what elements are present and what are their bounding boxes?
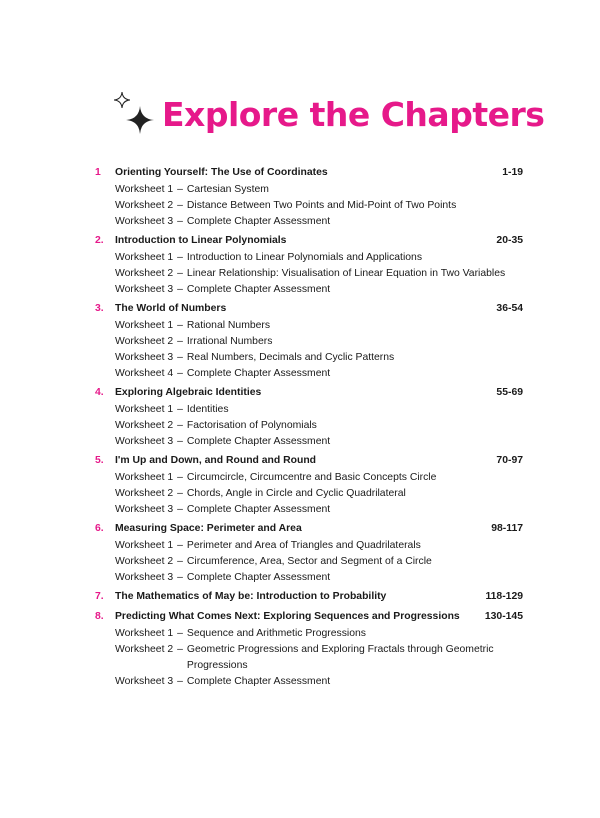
worksheet-title: Complete Chapter Assessment [186,504,331,515]
dash-separator: – [177,268,183,279]
worksheet-label: Worksheet 1 [115,472,174,483]
chapter-number: 3. [95,303,104,314]
chapter-number: 2. [95,235,104,246]
worksheet-title: Distance Between Two Points and Mid-Point of Two Points [186,200,457,211]
dash-separator: – [177,676,183,687]
worksheet-item [95,486,523,502]
worksheet-item [95,250,523,266]
worksheet-title: Complete Chapter Assessment [186,368,331,379]
worksheet-label: Worksheet 2 [115,488,174,499]
chapter-title: Measuring Space: Perimeter and Area [115,523,302,534]
worksheet-label: Worksheet 3 [115,284,174,295]
chapter-title: Introduction to Linear Polynomials [115,235,287,246]
worksheet-label: Worksheet 2 [115,420,174,431]
dash-separator: – [177,216,183,227]
worksheet-item [95,642,523,674]
dash-separator: – [177,200,183,211]
worksheet-item [95,554,523,570]
dash-separator: – [177,320,183,331]
spacer [95,690,523,693]
worksheet-item [95,214,523,230]
worksheet-item [95,334,523,350]
worksheet-title: Sequence and Arithmetic Progressions [186,628,366,639]
worksheet-title: Cartesian System [186,184,269,195]
dash-separator: – [177,436,183,447]
worksheet-title: Factorisation of Polynomials [186,420,317,431]
worksheet-label: Worksheet 4 [115,368,174,379]
dash-separator: – [177,184,183,195]
worksheet-title: Geometric Progressions and Exploring Fractals through Geometric Progressions [186,644,494,671]
worksheet-item [95,182,523,198]
worksheet-item [95,198,523,214]
chapter-number: 4. [95,387,104,398]
chapter-entry [95,301,523,385]
worksheet-label: Worksheet 3 [115,436,174,447]
chapter-title: The World of Numbers [115,303,227,314]
dash-separator: – [177,284,183,295]
worksheet-item [95,418,523,434]
chapter-title: Exploring Algebraic Identities [115,387,262,398]
chapter-number: 8. [95,611,104,622]
worksheet-title: Introduction to Linear Polynomials and Applications [186,252,423,263]
chapter-number: 7. [95,591,104,602]
chapter-number: 1 [95,167,101,178]
chapter-entry [95,233,523,301]
worksheet-item [95,318,523,334]
worksheet-title: Rational Numbers [186,320,271,331]
chapter-heading [95,385,523,401]
worksheet-label: Worksheet 2 [115,200,174,211]
worksheet-label: Worksheet 1 [115,184,174,195]
worksheet-label: Worksheet 3 [115,352,174,363]
chapter-pages: 20-35 [496,235,523,246]
worksheet-item [95,366,523,382]
dash-separator: – [177,368,183,379]
worksheet-label: Worksheet 2 [115,556,174,567]
dash-separator: – [177,488,183,499]
worksheet-label: Worksheet 3 [115,572,174,583]
worksheet-item [95,626,523,642]
worksheet-title: Complete Chapter Assessment [186,284,331,295]
chapter-title: I'm Up and Down, and Round and Round [115,455,317,466]
worksheet-title: Circumference, Area, Sector and Segment of a Circle [186,556,432,567]
worksheet-item [95,470,523,486]
worksheet-title: Complete Chapter Assessment [186,676,331,687]
worksheet-title: Perimeter and Area of Triangles and Quadrilaterals [186,540,421,551]
worksheet-title: Linear Relationship: Visualisation of Linear Equation in Two Variables [186,268,506,279]
worksheet-label: Worksheet 3 [115,504,174,515]
chapter-heading [95,589,523,605]
chapter-heading [95,233,523,249]
worksheet-item [95,674,523,690]
dash-separator: – [177,644,183,655]
worksheet-item [95,570,523,586]
title-block [112,92,544,136]
dash-separator: – [177,472,183,483]
chapter-pages: 1-19 [502,167,523,178]
worksheet-title: Complete Chapter Assessment [186,436,331,447]
chapter-title: The Mathematics of May be: Introduction to Probability [115,591,387,602]
dash-separator: – [177,352,183,363]
dash-separator: – [177,556,183,567]
worksheet-title: Chords, Angle in Circle and Cyclic Quadrilateral [186,488,406,499]
chapter-title: Predicting What Comes Next: Exploring Sequences and Progressions [115,611,460,622]
worksheet-label: Worksheet 1 [115,252,174,263]
dash-separator: – [177,252,183,263]
chapter-pages: 98-117 [491,523,523,534]
dash-separator: – [177,540,183,551]
worksheet-label: Worksheet 3 [115,216,174,227]
chapter-pages: 118-129 [485,591,523,602]
chapter-title: Orienting Yourself: The Use of Coordinates [115,167,328,178]
page-title: Explore the Chapters [162,94,545,134]
worksheet-item [95,502,523,518]
worksheet-title: Real Numbers, Decimals and Cyclic Patterns [186,352,395,363]
chapter-pages: 130-145 [484,611,523,622]
worksheet-title: Circumcircle, Circumcentre and Basic Concepts Circle [186,472,437,483]
worksheet-item [95,402,523,418]
chapter-entry [95,589,523,609]
chapter-pages: 36-54 [496,303,523,314]
worksheet-item [95,282,523,298]
worksheet-label: Worksheet 1 [115,540,174,551]
chapter-number: 5. [95,455,104,466]
worksheet-item [95,538,523,554]
worksheet-title: Irrational Numbers [186,336,273,347]
sparkle-icon [112,92,156,136]
dash-separator: – [177,404,183,415]
chapter-pages: 55-69 [496,387,523,398]
chapter-heading [95,453,523,469]
chapter-number: 6. [95,523,104,534]
worksheet-label: Worksheet 2 [115,336,174,347]
chapter-entry [95,453,523,521]
worksheet-label: Worksheet 1 [115,320,174,331]
chapter-heading [95,521,523,537]
dash-separator: – [177,572,183,583]
worksheet-label: Worksheet 3 [115,676,174,687]
dash-separator: – [177,420,183,431]
worksheet-label: Worksheet 2 [115,644,174,655]
chapter-entry [95,385,523,453]
chapter-heading [95,301,523,317]
worksheet-title: Complete Chapter Assessment [186,572,331,583]
dash-separator: – [177,336,183,347]
worksheet-item [95,266,523,282]
chapter-entry [95,165,523,233]
worksheet-label: Worksheet 1 [115,404,174,415]
dash-separator: – [177,504,183,515]
worksheet-title: Identities [186,404,229,415]
chapter-entry [95,609,523,693]
worksheet-label: Worksheet 1 [115,628,174,639]
dash-separator: – [177,628,183,639]
worksheet-item [95,434,523,450]
worksheet-title: Complete Chapter Assessment [186,216,331,227]
table-of-contents [95,165,523,693]
chapter-pages: 70-97 [496,455,523,466]
chapter-heading [95,609,523,625]
chapter-entry [95,521,523,589]
worksheet-label: Worksheet 2 [115,268,174,279]
worksheet-item [95,350,523,366]
chapter-heading [95,165,523,181]
